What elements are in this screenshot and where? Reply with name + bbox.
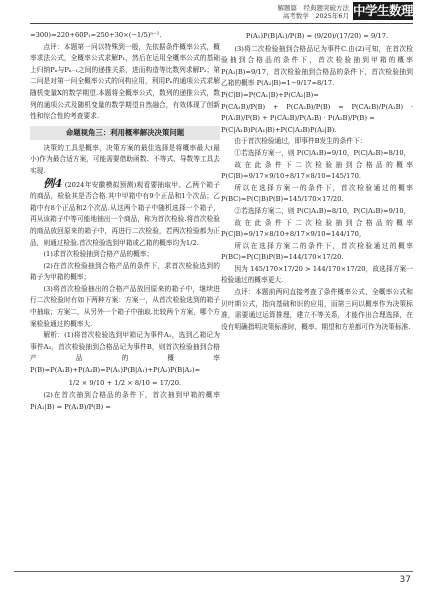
header-divider [30,23,413,24]
left-column [30,30,220,413]
equation-top: P(A₁)P(B|A₁)/P(B) = (9/20)/(17/20) = 9/17. [245,32,389,40]
page-number: 37 [399,575,411,585]
intro-paragraph: 决策的工具是概率，决策方案的最佳选择是将概率最大(最小)作为最合适方案，可能需要借助函数、不等式、导数等工具去实现. [30,143,220,175]
section-heading: 命题视角三：利用概率解决决策问题 [30,126,220,140]
header-meta [278,4,350,20]
comment-paragraph: 点评：本题第一问以特殊到一般，先依据条件概率公式，概率求法公式，全概率公式求解P₁，然后在运用全概率公式的基础上归纳Pₙ与Pₙ₋₁之间的递推关系，进而构造等比数列求解P₂；第二问是对第一问全概率公式的问构应用，利用Pₙ的通项公式求解随机变量X的数学期望.本题将全概率公式，数列的递推公式，数列的通项公式及随机变量的数学期望自然融合，有效体现了创新性和综合性的考查要求. [30,42,220,121]
right-column [221,30,413,333]
plan2-probability: 故在此条件下二次检验抽到合格品的概率 P(C|B)=9/17×8/10+8/17×9/10=144/170， [221,218,413,239]
example-paragraph [30,178,220,250]
footer-divider [14,571,413,572]
question-3: (3)将首次检验抽出的合格产品放回原来的箱子中，继续进行二次检验时有如下两种方案：方案一，从首次检验选到的箱子中抽取；方案二，从另外一个箱子中抽取.比较两个方案，哪个方案检验通过的概率大. [30,284,220,328]
compare-paragraph: 因为 145/170×17/20 > 144/170×17/20，故选择方案一检验通过的概率更大. [221,264,413,285]
header-column-title: 解题篇 经典题突破方法 [277,4,349,12]
solution-calc: 1/2 × 9/10 + 1/2 × 8/10 = 17/20. [68,378,182,387]
example-label: 例4 [43,176,63,190]
magazine-logo: 中学生数理化 [353,3,414,36]
plan1-paragraph: ①若选择方案一，则 P(C|A₁B)=9/10，P(C|A₂B)=8/10， [234,148,411,157]
comment-paragraph-right: 点评：本题前两问直接考查了条件概率公式、全概率公式和贝叶斯公式，指向基础和识的应用，而第三问以概率作为决策标准，需要通过运算推理，建立不等关系，才能作出合理选择，在没有明确指明决策标准时，概率、期望和方差都可作为决策标准. [221,288,413,331]
solution-2: (2)在首次抽到合格品的条件下，首次抽到甲箱的概率 P(A₁|B) = P(A₁B)/P(B) = [30,391,220,411]
question-1: (1)求首次检验抽到合格产品的概率； [43,250,154,259]
condition-paragraph: 由于首次检验通过，即事件B发生的条件下： [234,137,367,146]
example-text: (2024年安徽模拟预测)观看要抽取甲、乙两个箱子的商品，检验其是否合格.其中甲箱中有9个正品和1个次品；乙箱中有8个正品和2个次品.从这两个箱子中随机选择一个箱子，再从该箱子中等可能地抽出一个商品，称为首次检验.将首次检验的商品放回原来的箱子中，再进行二次检验，若两次检验都为正品，则通过检验.首次检验选到甲箱或乙箱的概率均为1/2. [30,180,220,247]
solution-1: 解析：(1)将首次检验选到甲箱记为事件A₁，选到乙箱记为事件A₂，首次检验抽到合格品记为事件B，则首次检验抽到合格产品的概率P(B)=P(A₁B)+P(A₂B)=P(A₁)P(B|A₁)+P(A₂)P(B|A₂)= [30,331,220,375]
equation-sum-1: P(C|B)=P(CA₁|B)+P(CA₂|B)= [221,90,319,99]
case3-paragraph: (3)将二次检验抽到合格品记为事件C.由(2)可知，在首次检验抽到合格品的条件下，首次检验抽到甲箱的概率 P(A₁|B)=9/17，首次检验抽到合格品的条件下，首次检验抽到乙箱的概率 P(A₂|B)=1−9/17=8/17. [221,44,413,88]
calc-line: =300)=220+60P₁=250+30×(−1/5)ⁿ⁻¹. [30,31,162,39]
plan1-result: 所以在选择方案一的条件下，首次检验通过的概率 P(BC)=P(C|B)P(B)=145/170×17/20. [221,183,413,204]
plan1-probability: 故在此条件下二次检验抽到合格品的概率 P(C|B)=9/17×9/10+8/17×8/10=145/170. [221,160,413,181]
equation-sum-3: P(C|A₁B)P(A₁|B)+P(C|A₂B)P(A₂|B). [221,125,337,134]
plan2-paragraph: ②若选择方案二，则 P(C|A₁B)=8/10，P(C|A₂B)=9/10， [234,206,411,215]
plan2-result: 所以在选择方案二的条件下，首次检验通过的概率 P(BC)=P(C|B)P(B)=144/170×17/20. [221,241,413,262]
header-issue: 高考数学 2025年6月 [282,12,349,20]
question-2: (2)在首次检验抽到合格产品的条件下，求首次检验选到的箱子为甲箱的概率； [30,261,220,282]
equation-sum-2: P(CA₁B)/P(B) + P(CA₂B)/P(B) = P(CA₁B)/P(A₁B) · P(A₁B)/P(B) + P(CA₂B)/P(A₂B) · P(A₂B)/P(B) = [221,102,413,123]
